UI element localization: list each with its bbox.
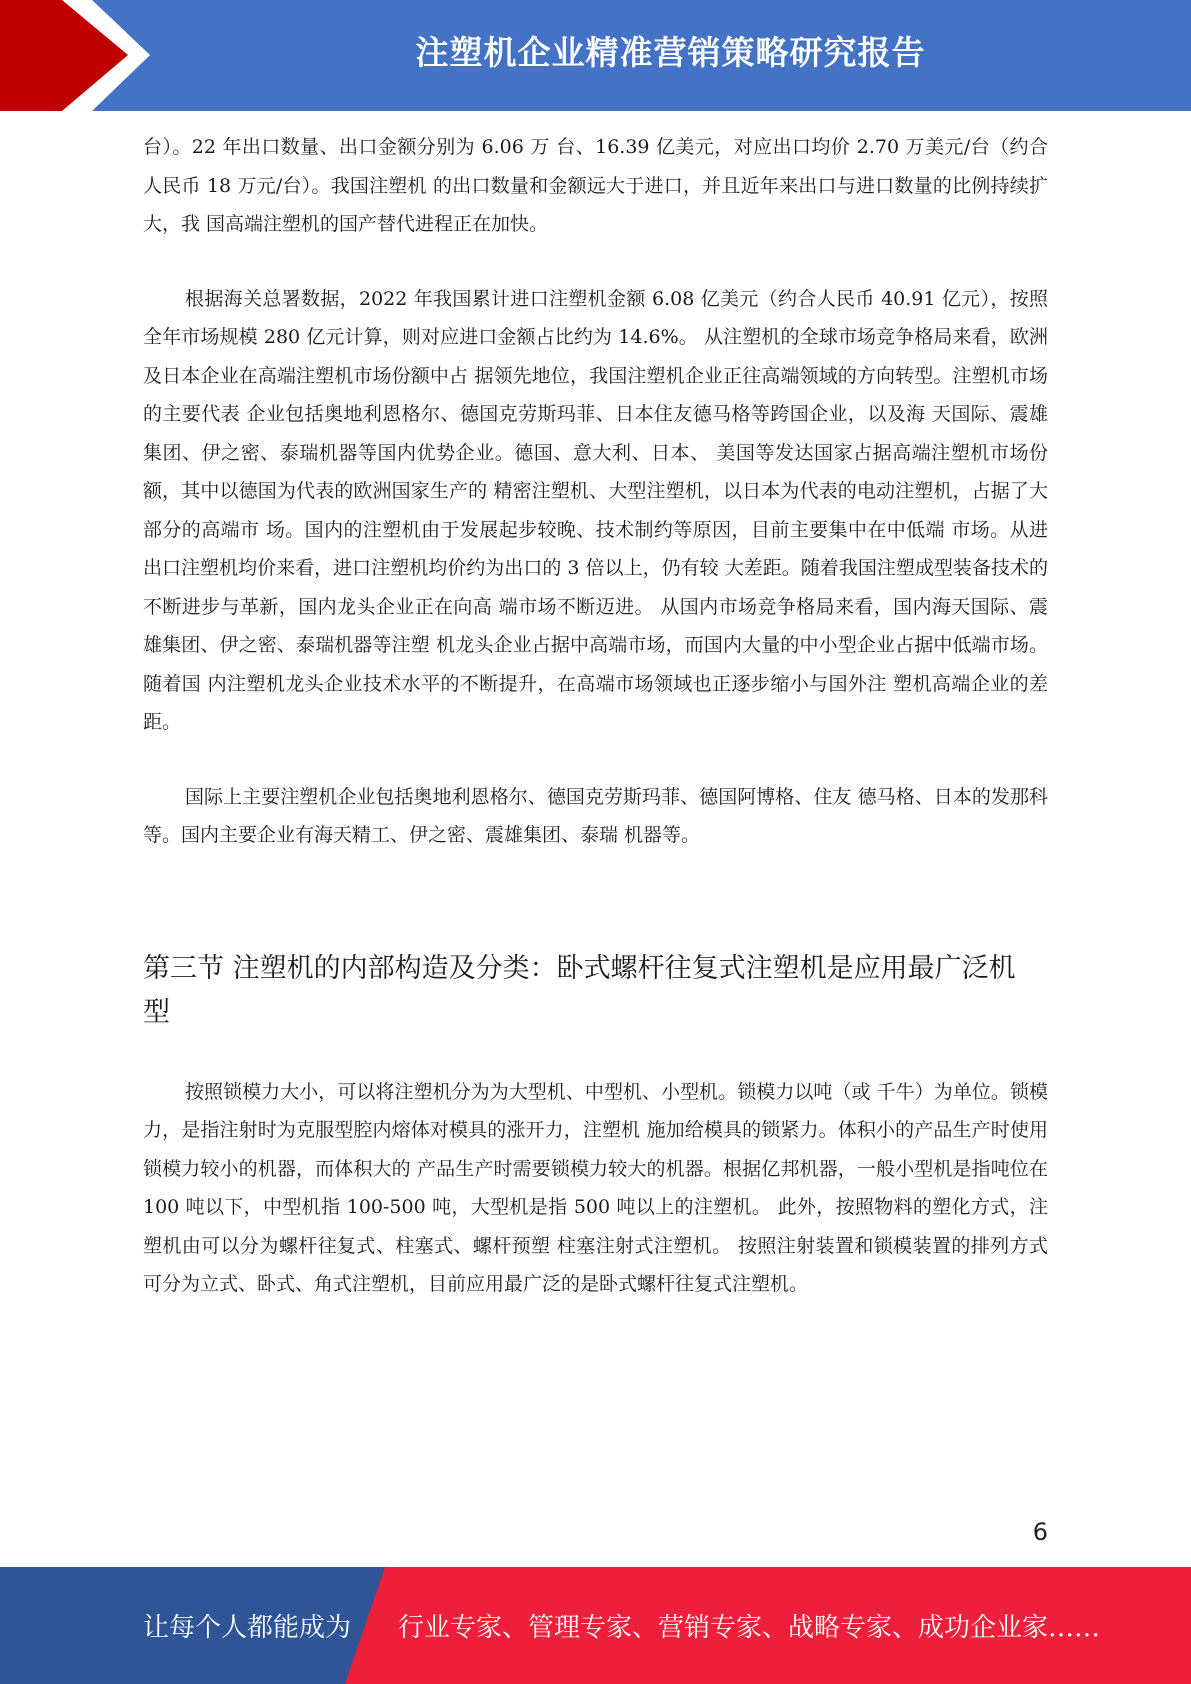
body-paragraph: 国际上主要注塑机企业包括奥地利恩格尔、德国克劳斯玛菲、德国阿博格、住友 德马格、日本的发那科等。国内主要企业有海天精工、伊之密、震雄集团、泰瑞 机器等。: [143, 785, 1048, 846]
footer-slogan-right: 行业专家、管理专家、营销专家、战略专家、成功企业家……: [398, 1613, 1101, 1643]
page-number: 6: [1032, 1518, 1048, 1546]
body-paragraph: 台）。22 年出口数量、出口金额分别为 6.06 万 台、16.39 亿美元，对应出口均价 2.70 万美元/台（约合人民币 18 万元/台）。我国注塑机 的出口数量和金额远大于进口，并且近年来出口与进口数量的比例持续扩大，我 国高端注塑机的国产替代进程正在加快。: [143, 136, 1048, 235]
report-title: 注塑机企业精准营销策略研究报告: [415, 32, 926, 72]
footer-slogan-left: 让每个人都能成为: [143, 1613, 352, 1643]
section-paragraph: 按照锁模力大小，可以将注塑机分为为大型机、中型机、小型机。锁模力以吨（或 千牛）为单位。锁模力，是指注射时为克服型腔内熔体对模具的涨开力，注塑机 施加给模具的锁紧力。体积小的产品生产时使用锁模力较小的机器，而体积大的 产品生产时需要锁模力较大的机器。根据亿邦机器，一般小型机是指吨位在 100 吨以下，中型机指 100-500 吨，大型机是指 500 吨以上的注塑机。 此外，按照物料的塑化方式，注塑机由可以分为螺杆往复式、柱塞式、螺杆预塑 柱塞注射式注塑机。 按照注射装置和锁模装置的排列方式可分为立式、卧式、角式注塑机，目前应用最广泛的是卧式螺杆往复式注塑机。: [143, 1080, 1048, 1295]
page-footer: [0, 1567, 1191, 1684]
chevron-arrow-icon: [0, 0, 160, 111]
body-paragraph: 根据海关总署数据，2022 年我国累计进口注塑机金额 6.08 亿美元（约合人民币 40.91 亿元），按照全年市场规模 280 亿元计算，则对应进口金额占比约为 14.6%。 从注塑机的全球市场竞争格局来看，欧洲及日本企业在高端注塑机市场份额中占 据领先地位，我国注塑机企业正往高端领域的方向转型。注塑机市场的主要代表 企业包括奥地利恩格尔、德国克劳斯玛菲、日本住友德马格等跨国企业，以及海 天国际、震雄集团、伊之密、泰瑞机器等国内优势企业。德国、意大利、日本、 美国等发达国家占据高端注塑机市场份额，其中以德国为代表的欧洲国家生产的 精密注塑机、大型注塑机，以日本为代表的电动注塑机，占据了大部分的高端市 场。国内的注塑机由于发展起步较晚、技术制约等原因，目前主要集中在中低端 市场。从进出口注塑机均价来看，进口注塑机均价约为出口的 3 倍以上，仍有较 大差距。随着我国注塑成型装备技术的不断进步与革新，国内龙头企业正在向高 端市场不断迈进。 从国内市场竞争格局来看，国内海天国际、震雄集团、伊之密、泰瑞机器等注塑 机龙头企业占据中高端市场，而国内大量的中小型企业占据中低端市场。随着国 内注塑机龙头企业技术水平的不断提升，在高端市场领域也正逐步缩小与国外注 塑机高端企业的差距。: [143, 287, 1048, 733]
page-content: [143, 128, 1048, 1340]
section-heading: 第三节 注塑机的内部构造及分类：卧式螺杆往复式注塑机是应用最广泛机 型: [143, 952, 1016, 1028]
page-header: [0, 0, 1191, 111]
